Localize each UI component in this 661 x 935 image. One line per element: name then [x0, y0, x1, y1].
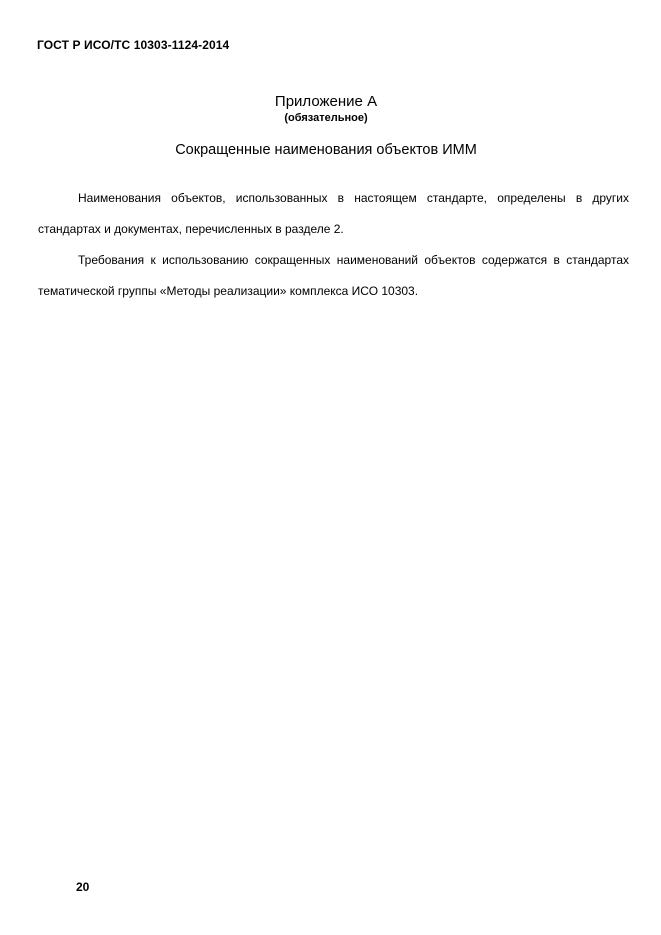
annex-title: Приложение А	[274, 93, 378, 110]
paragraph-1: Наименования объектов, использованных в настоящем стандарте, определены в других стандартах и документах, перечисленных в разделе 2.	[38, 191, 629, 236]
page-number: 20	[76, 880, 90, 894]
body-text	[38, 183, 629, 307]
annex-status: (обязательное)	[284, 112, 368, 124]
paragraph-2: Требования к использованию сокращенных наименований объектов содержатся в стандартах тематической группы «Методы реализации» комплекса ИСО 10303.	[38, 253, 629, 298]
document-code-header: ГОСТ Р ИСО/ТС 10303-1124-2014	[37, 38, 230, 52]
section-title: Сокращенные наименования объектов ИММ	[175, 142, 477, 158]
